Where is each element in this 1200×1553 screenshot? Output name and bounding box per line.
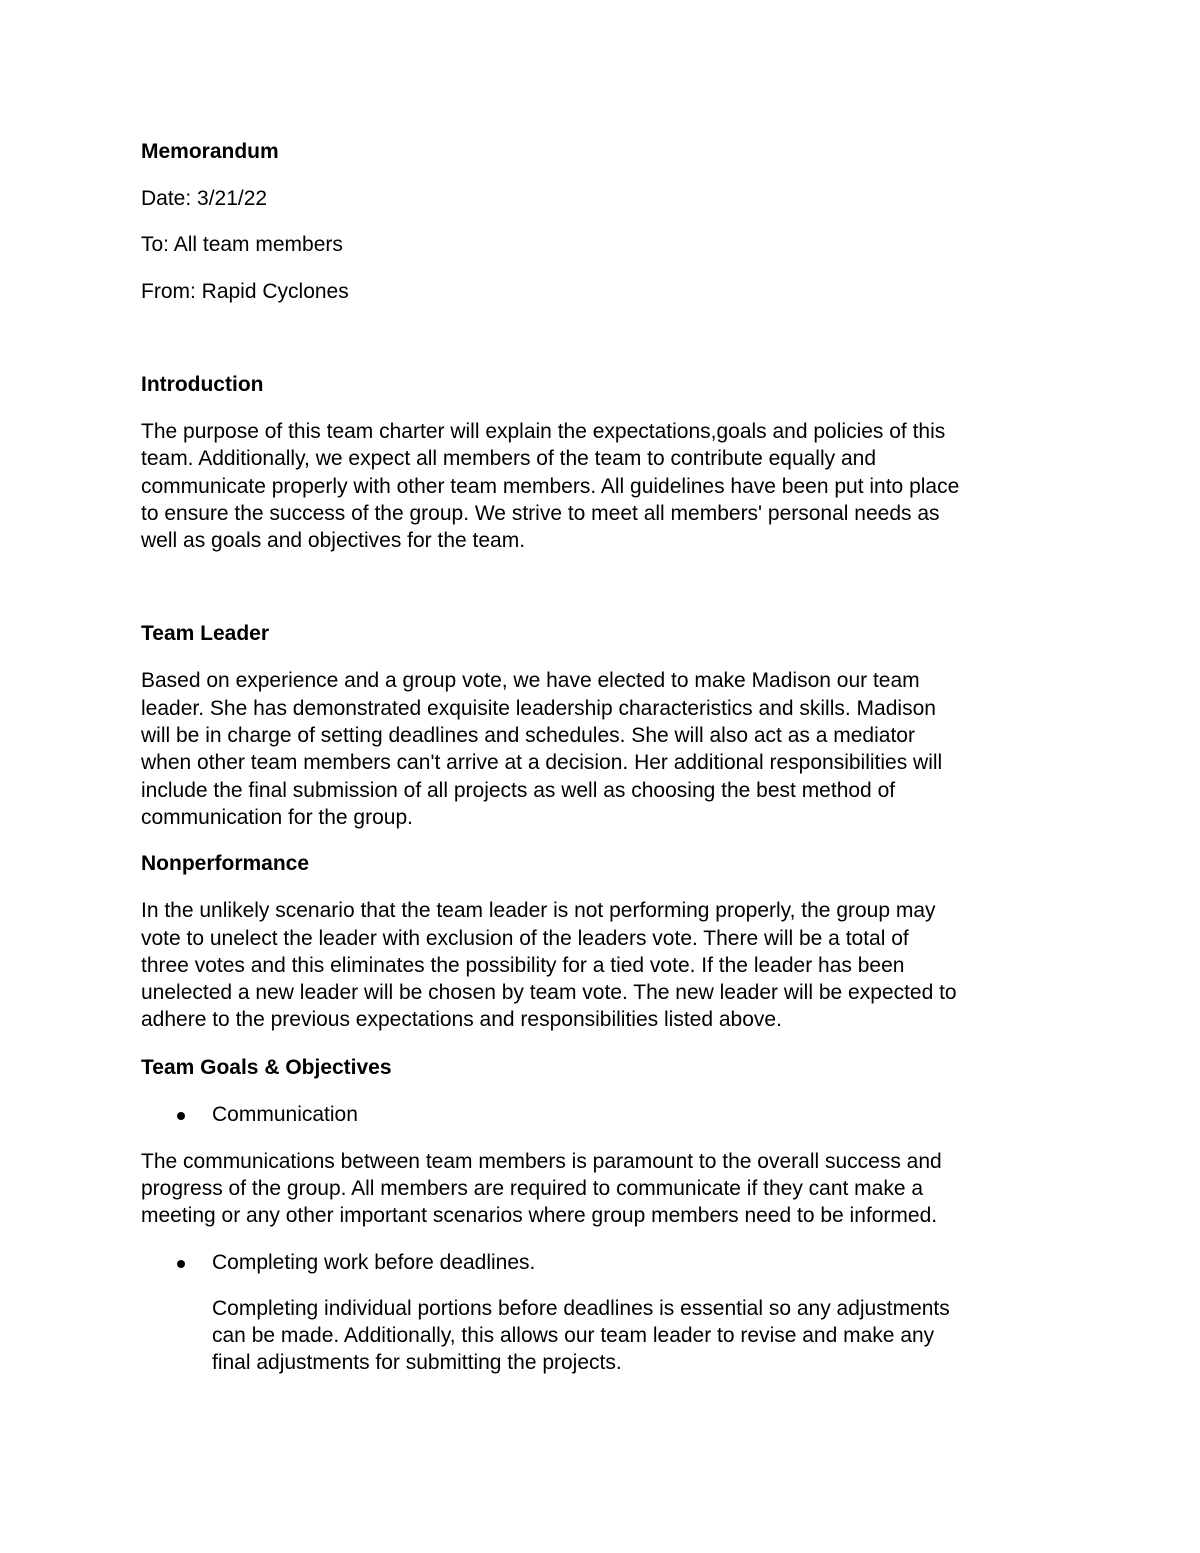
bullet-dot-icon	[177, 1112, 185, 1120]
paragraph-line: will be in charge of setting deadlines and schedules. She will also act as a mediator	[141, 724, 915, 748]
memo-date: Date: 3/21/22	[141, 187, 268, 210]
paragraph-line: unelected a new leader will be chosen by team vote. The new leader will be expected to	[141, 981, 957, 1005]
bullet-label: Communication	[212, 1102, 358, 1126]
paragraph-line: The purpose of this team charter will explain the expectations,goals and policies of this	[141, 420, 946, 443]
paragraph-line: well as goals and objectives for the team.	[141, 529, 526, 553]
document-page	[141, 138, 1066, 1377]
memo-from: From: Rapid Cyclones	[141, 280, 349, 303]
deadlines-paragraph	[141, 1295, 1066, 1377]
bullet-dot-icon	[177, 1260, 185, 1268]
paragraph-line: Completing individual portions before deadlines is essential so any adjustments	[212, 1296, 950, 1320]
paragraph-line: The communications between team members is paramount to the overall success and	[141, 1149, 942, 1173]
paragraph-line: adhere to the previous expectations and responsibilities listed above.	[141, 1008, 782, 1032]
paragraph-line: In the unlikely scenario that the team leader is not performing properly, the group may	[141, 899, 936, 923]
paragraph-line: when other team members can't arrive at a decision. Her additional responsibilities will	[141, 751, 943, 775]
paragraph-line: communicate properly with other team members. All guidelines have been put into place	[141, 474, 960, 498]
bullet-item-deadlines	[141, 1249, 1066, 1276]
paragraph-line: meeting or any other important scenarios where group members need to be informed.	[141, 1204, 938, 1228]
paragraph-line: can be made. Additionally, this allows our team leader to revise and make any	[212, 1323, 935, 1347]
paragraph-line: team. Additionally, we expect all members of the team to contribute equally and	[141, 447, 877, 471]
paragraph-line: leader. She has demonstrated exquisite leadership characteristics and skills. Madison	[141, 696, 936, 720]
paragraph-line: final adjustments for submitting the projects.	[212, 1351, 622, 1375]
bullet-item-communication	[141, 1101, 1066, 1128]
paragraph-line: three votes and this eliminates the possibility for a tied vote. If the leader has been	[141, 953, 905, 977]
goals-heading: Team Goals & Objectives	[141, 1055, 392, 1079]
memo-title: Memorandum	[141, 140, 279, 163]
paragraph-line: progress of the group. All members are required to communicate if they cant make a	[141, 1177, 924, 1201]
bullet-label: Completing work before deadlines.	[212, 1250, 536, 1274]
paragraph-line: include the final submission of all projects as well as choosing the best method of	[141, 778, 896, 802]
paragraph-line: Based on experience and a group vote, we have elected to make Madison our team	[141, 669, 920, 693]
memo-to: To: All team members	[141, 233, 343, 256]
paragraph-line: to ensure the success of the group. We strive to meet all members' personal needs as	[141, 501, 940, 525]
paragraph-line: vote to unelect the leader with exclusion of the leaders vote. There will be a total of	[141, 926, 909, 950]
team-leader-heading: Team Leader	[141, 622, 269, 646]
nonperformance-paragraph	[141, 897, 1066, 1033]
introduction-heading: Introduction	[141, 373, 264, 396]
nonperformance-heading: Nonperformance	[141, 852, 310, 876]
paragraph-line: communication for the group.	[141, 805, 413, 829]
team-leader-paragraph	[141, 667, 1066, 831]
communication-paragraph	[141, 1148, 1066, 1230]
introduction-paragraph	[141, 418, 1066, 554]
